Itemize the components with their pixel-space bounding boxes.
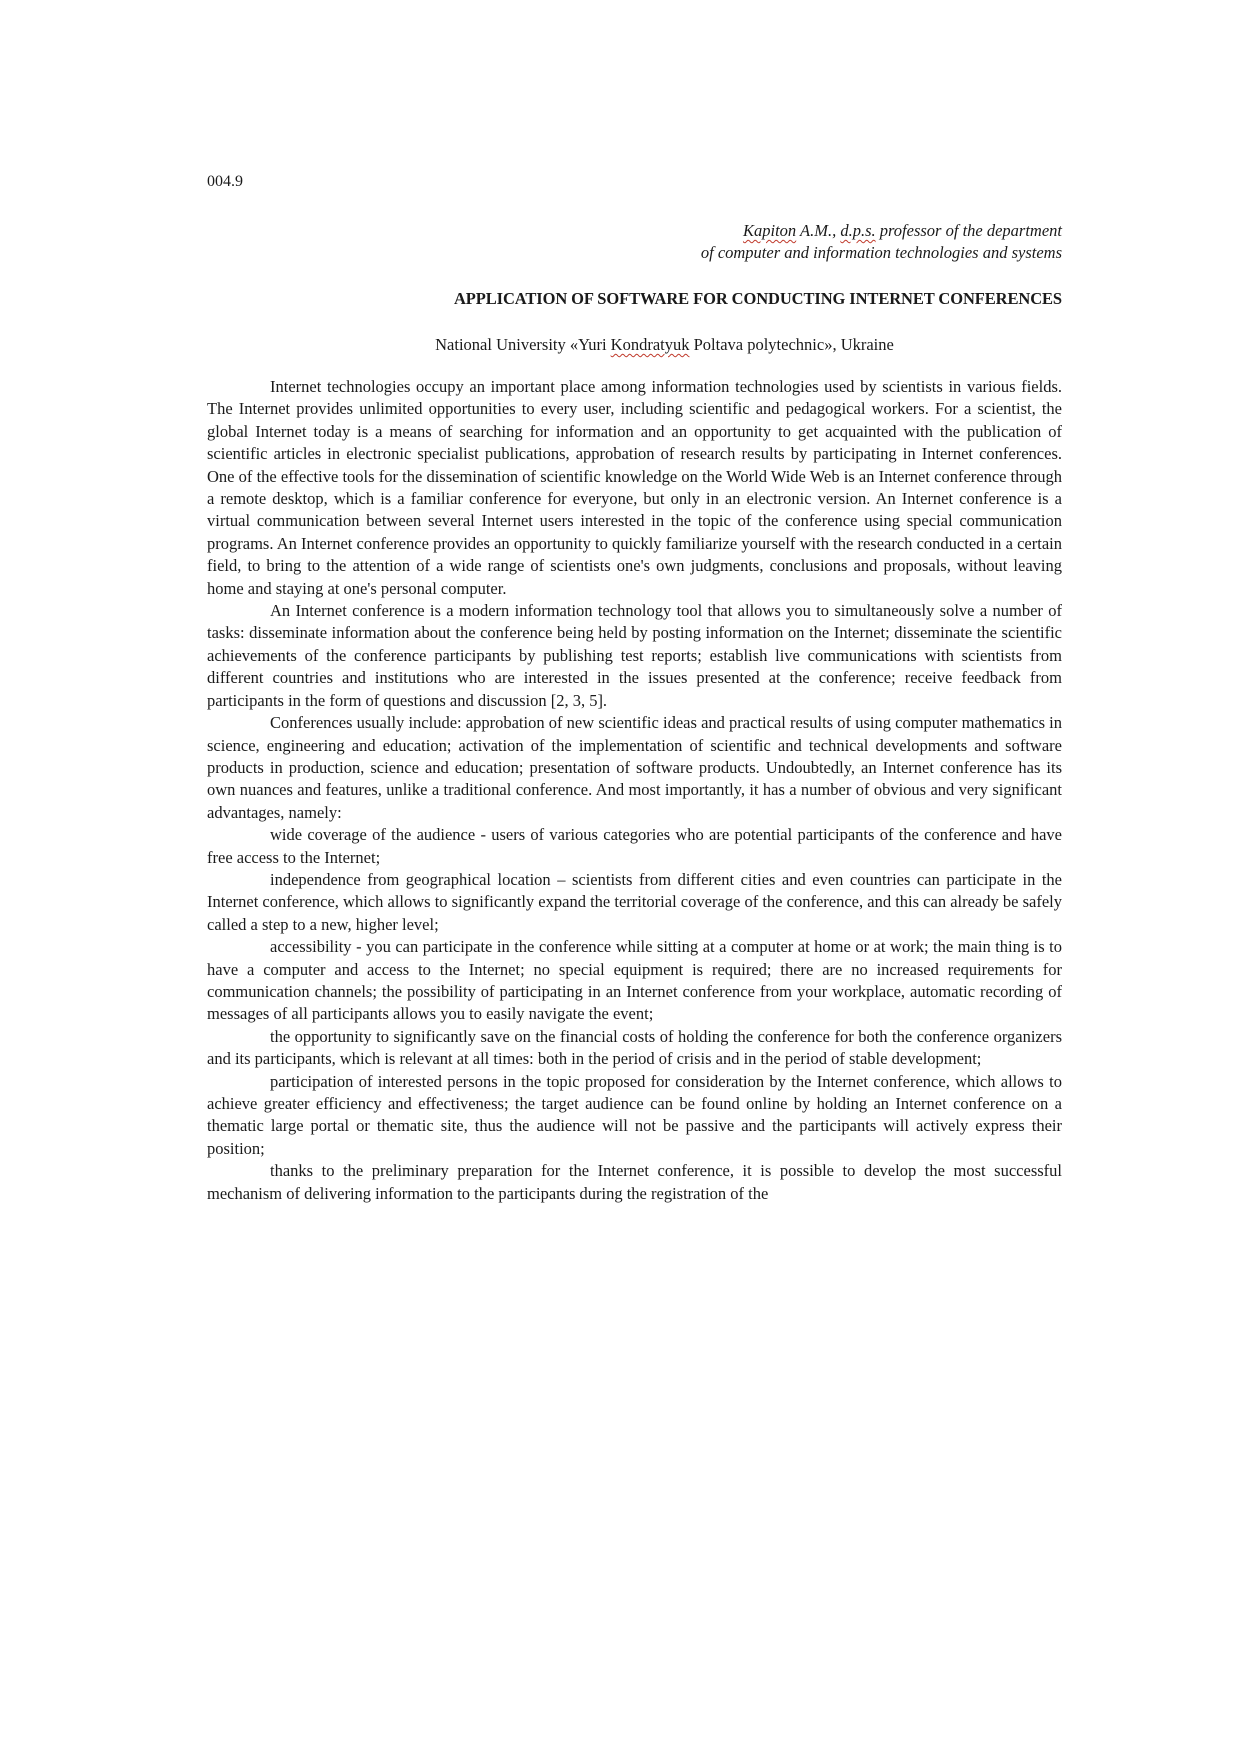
paper-title: APPLICATION OF SOFTWARE FOR CONDUCTING INTERNET CONFERENCES [453, 289, 1062, 308]
udc-code: 004.9 [207, 173, 243, 190]
affiliation-surname: Kondratyuk [610, 335, 690, 354]
paper-body [207, 376, 1062, 1205]
list-item: thanks to the preliminary preparation for the Internet conference, it is possible to develop the most successful mechanism of delivering information to the participants during the registration of the [207, 1161, 1062, 1203]
body-paragraph: An Internet conference is a modern information technology tool that allows you to simultaneously solve a number of tasks: disseminate information about the conference being held by posting information on the Internet; disseminate the scientific achievements of the conference participants by publishing test reports; establish live communications with scientists from different countries and institutions who are interested in the issues presented at the conference; receive feedback from participants in the form of questions and discussion [2, 3, 5]. [207, 601, 1062, 710]
list-item: the opportunity to significantly save on the financial costs of holding the conference for both the conference organizers and its participants, which is relevant at all times: both in the period of crisis and in the period of stable development; [207, 1026, 1062, 1069]
list-item: participation of interested persons in the topic proposed for consideration by the Internet conference, which allows to achieve greater efficiency and effectiveness; the target audience can be found online by holding an Internet conference on a thematic large portal or thematic site, thus the audience will not be passive and the participants will actively express their position; [207, 1071, 1062, 1158]
body-paragraph: Internet technologies occupy an important place among information technologies used by scientists in various fields. The Internet provides unlimited opportunities to every user, including scientific and pedagogical workers. For a scientist, the global Internet today is a means of searching for information and an opportunity to get acquainted with the publication of scientific articles in electronic specialist publications, approbation of research results by participating in Internet conferences. One of the effective tools for the dissemination of scientific knowledge on the World Wide Web is an Internet conference through a remote desktop, which is a familiar conference for everyone, but only in an electronic version. An Internet conference is a virtual communication between several Internet users interested in the topic of the conference using special communication programs. An Internet conference provides an opportunity to quickly familiarize yourself with the research conducted in a certain field, to bring to the attention of a wide range of scientists one's own judgments, conclusions and proposals, without leaving home and staying at one's personal computer. [207, 377, 1062, 598]
author-initials: A.M., [796, 221, 841, 240]
author-name: Kapiton [742, 221, 797, 240]
affiliation-suffix: Poltava polytechnic», Ukraine [689, 335, 894, 354]
list-item: independence from geographical location – scientists from different cities and even countries can participate in the Internet conference, which allows to significantly expand the territorial coverage of the conference, and this can already be safely called a step to a new, higher level; [207, 869, 1062, 934]
paper-page [207, 172, 1062, 1205]
list-item: accessibility - you can participate in the conference while sitting at a computer at home or at work; the main thing is to have a computer and access to the Internet; no special equipment is required; there are no increased requirements for communication channels; the possibility of participating in an Internet conference from your workplace, automatic recording of messages of all participants allows you to easily navigate the event; [207, 937, 1062, 1024]
author-block [207, 220, 1062, 264]
author-degree: d.p.s. [840, 221, 876, 240]
author-position: professor of the department [875, 221, 1062, 240]
author-line-1 [207, 220, 1062, 242]
affiliation-prefix: National University «Yuri [435, 335, 611, 354]
affiliation [207, 334, 1062, 356]
list-item: wide coverage of the audience - users of various categories who are potential participants of the conference and have free access to the Internet; [207, 825, 1062, 867]
author-line-2: of computer and information technologies and systems [700, 243, 1062, 262]
body-paragraph: Conferences usually include: approbation of new scientific ideas and practical results of using computer mathematics in science, engineering and education; activation of the implementation of scientific and technical developments and software products in production, science and education; presentation of software products. Undoubtedly, an Internet conference has its own nuances and features, unlike a traditional conference. And most importantly, it has a number of obvious and very significant advantages, namely: [207, 713, 1062, 822]
